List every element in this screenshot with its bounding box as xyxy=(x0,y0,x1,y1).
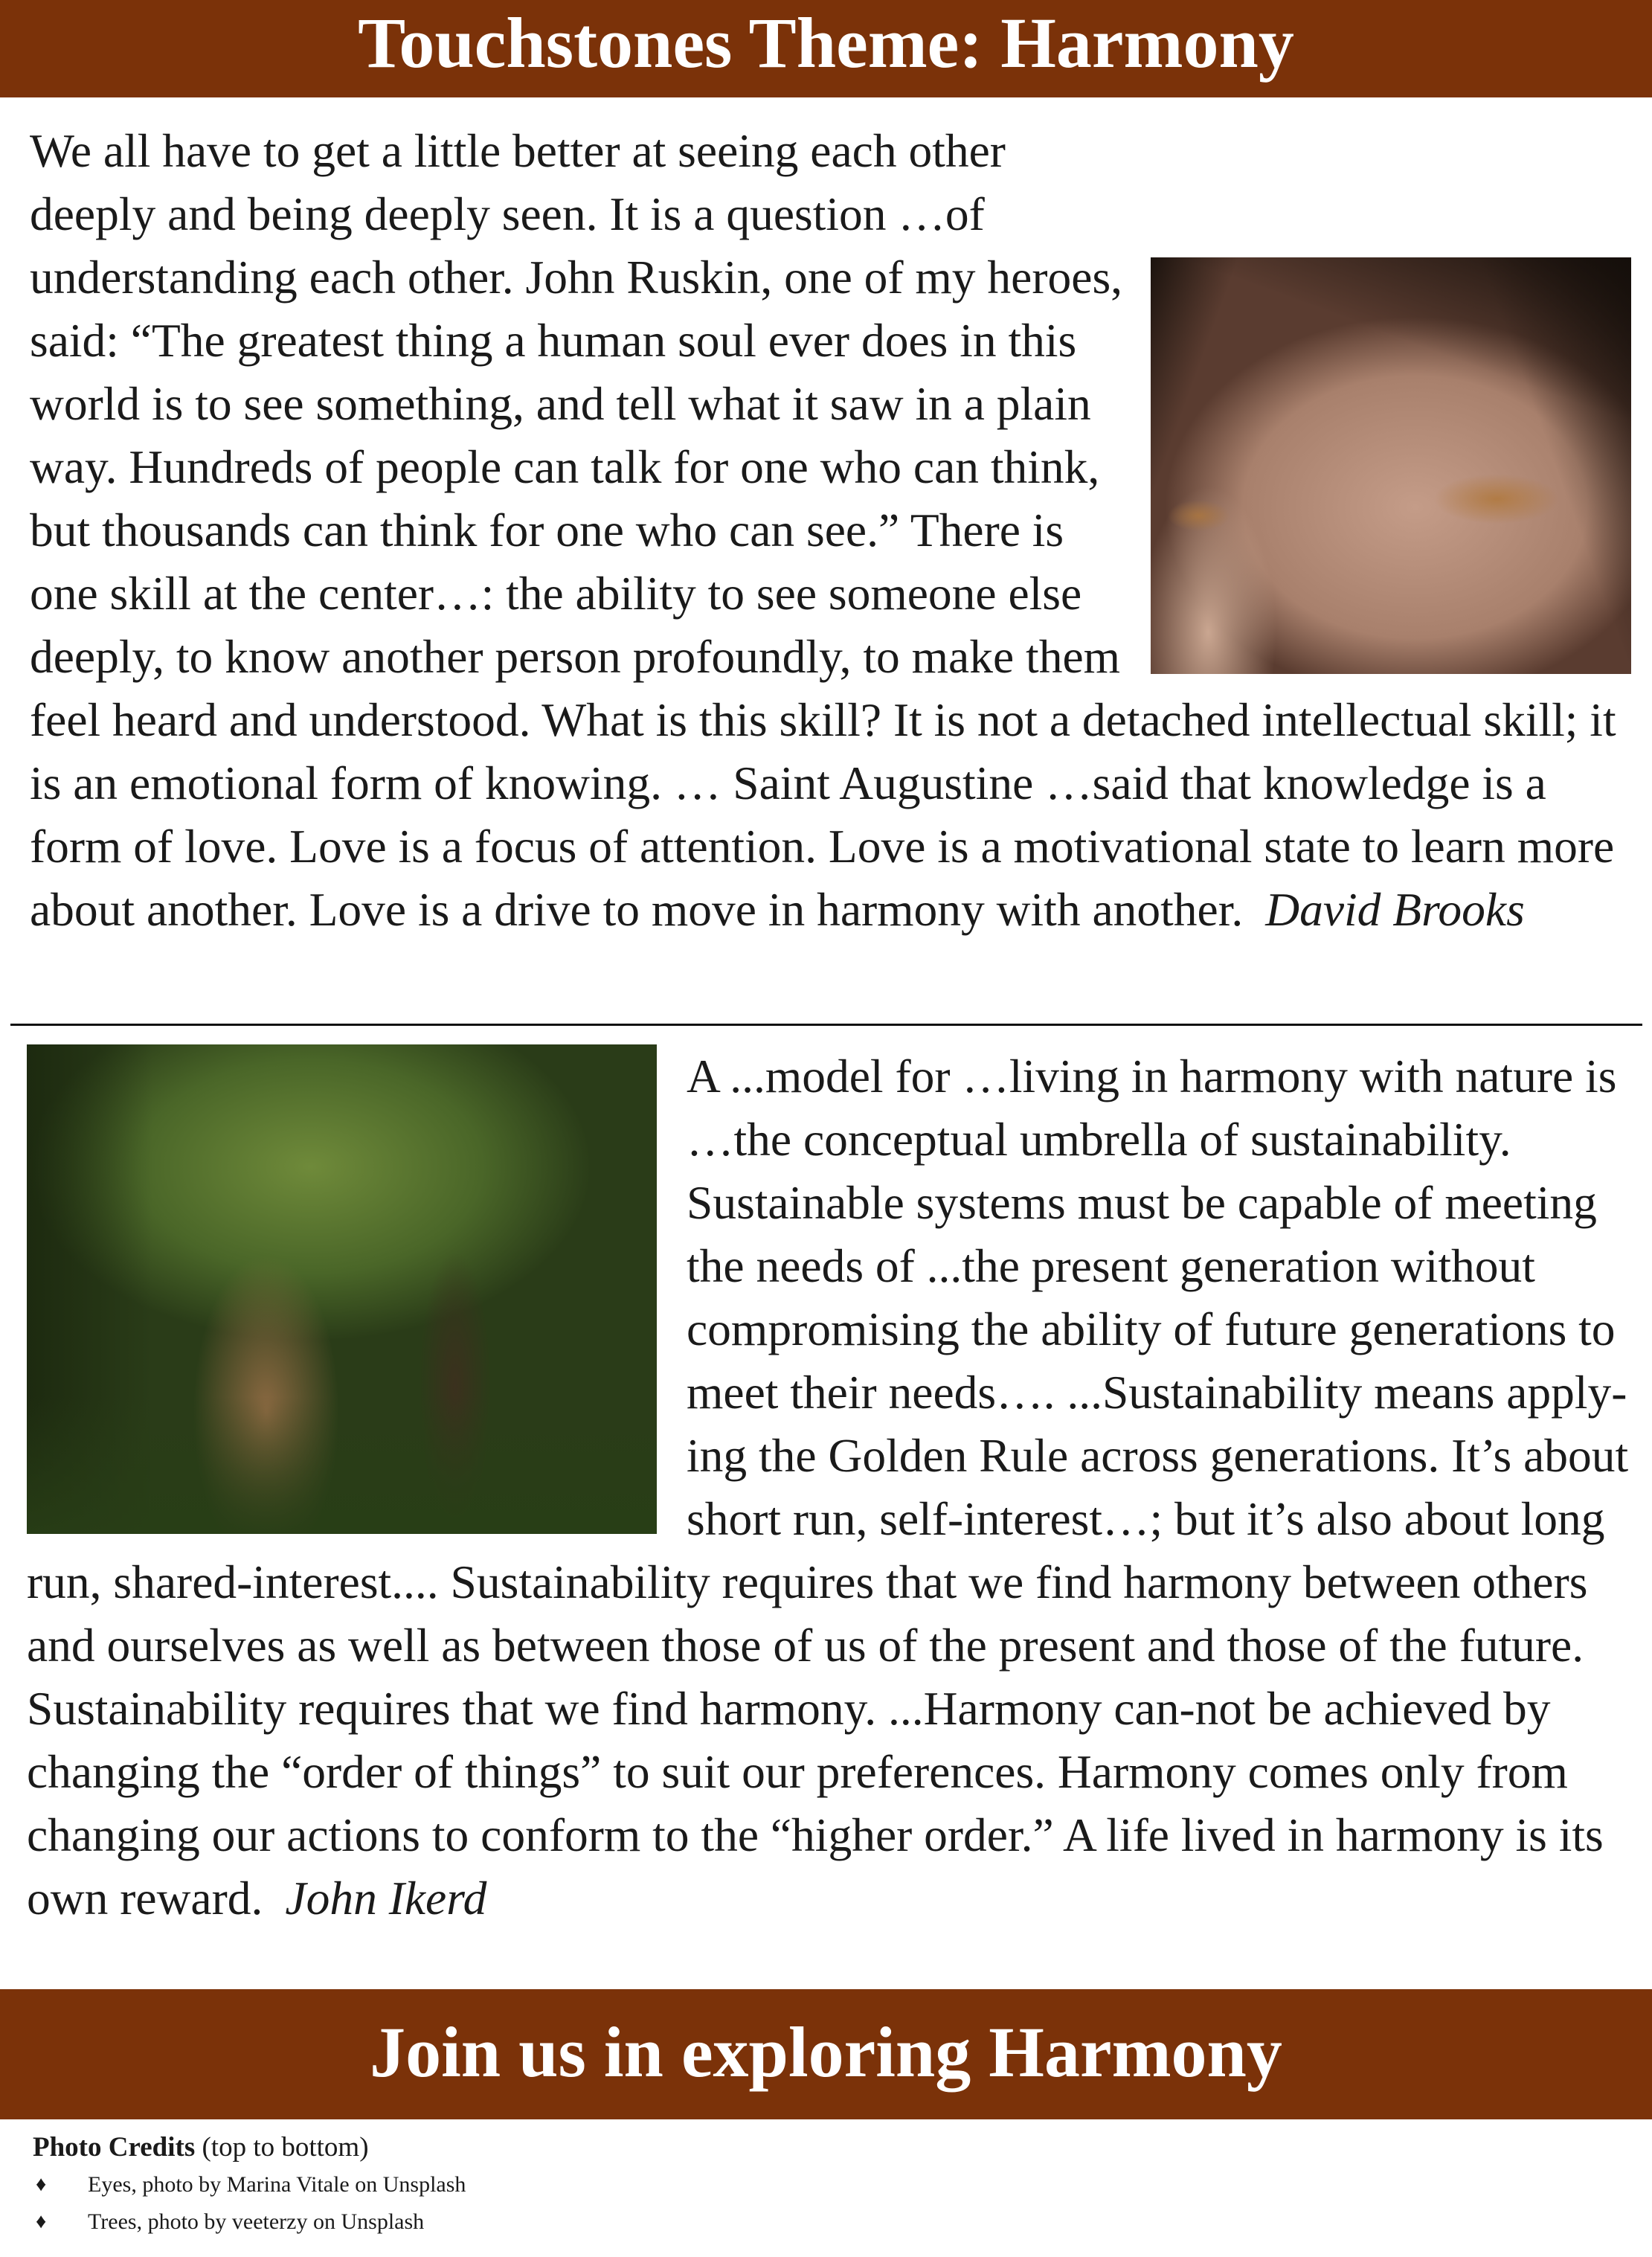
quote-section-ikerd xyxy=(27,1044,1648,1930)
page-title-banner xyxy=(0,0,1652,97)
quote-section-brooks xyxy=(30,119,1648,941)
quote-author-brooks: David Brooks xyxy=(1265,883,1525,936)
credit-item-eyes xyxy=(33,2166,1074,2203)
photo-credits-subtitle: (top to bottom) xyxy=(202,2132,369,2163)
photo-credits-heading xyxy=(33,2129,1074,2166)
quote-author-ikerd: John Ikerd xyxy=(285,1872,487,1924)
quote-text-brooks: We all have to get a little better at seeing each other deeply and being deeply seen. It is a question …of understanding each other. John Ruskin, one of my heroes, said: “The greatest thing a human soul ever does in this world is to see something, and tell what it saw in a plain way. Hundreds of people can talk for one who can think, but thousands can think for one who can see.” There is one skill at the center…: the ability to see someone else deeply, to know another person profoundly, to make them feel heard and understood. What is this skill? It is not a detached intellectual skill; it is an emotional form of knowing. … Saint Augustine …said that knowledge is a form of love. Love is a focus of attention. Love is a motivational state to learn more about another. Love is a drive to move in harmony with another. xyxy=(30,124,1616,936)
diamond-bullet-icon: ♦ xyxy=(36,2173,47,2196)
credit-text-trees: Trees, photo by veeterzy on Unsplash xyxy=(88,2209,425,2234)
quote-text-ikerd: A ...model for …living in harmony with nature is …the conceptual umbrella of sustainability. Sustainable systems must be capable of meeting the needs of ...the present generation without compromising the ability of future generations to meet their needs…. ...Sustainability means apply-ing the Golden Rule across generations. It’s about short run, self-interest…; but it’s also about long run, shared-interest.... Sustainability requires that we find harmony between others and ourselves as well as between those of us of the present and those of the future. Sustainability requires that we find harmony. ...Harmony can-not be achieved by changing the “order of things” to suit our preferences. Harmony comes only from changing our actions to conform to the “higher order.” A life lived in harmony is its own reward. xyxy=(27,1050,1629,1924)
photo-credits xyxy=(33,2129,1074,2241)
page-title: Touchstones Theme: Harmony xyxy=(358,3,1294,83)
section-divider xyxy=(10,1024,1642,1026)
eyes-photo xyxy=(1151,257,1631,674)
diamond-bullet-icon: ♦ xyxy=(36,2210,47,2233)
photo-credits-title: Photo Credits xyxy=(33,2132,196,2163)
join-us-text: Join us in exploring Harmony xyxy=(370,2012,1282,2092)
credit-item-trees xyxy=(33,2203,1074,2241)
trees-photo xyxy=(27,1044,657,1534)
credit-text-eyes: Eyes, photo by Marina Vitale on Unsplash xyxy=(88,2172,466,2197)
join-us-banner xyxy=(0,1989,1652,2119)
